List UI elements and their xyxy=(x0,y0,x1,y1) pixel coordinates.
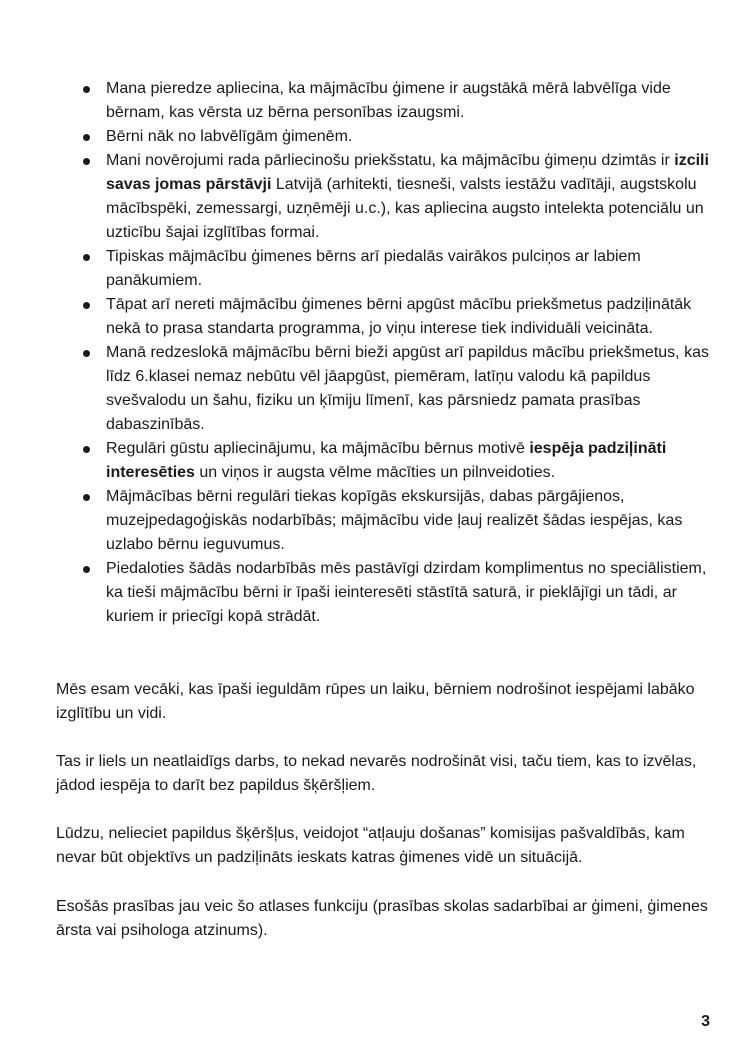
bullet-item xyxy=(80,149,720,245)
bullet-item xyxy=(80,437,720,485)
page-number: 3 xyxy=(701,1013,710,1030)
bullet-text: Tāpat arī nereti mājmācību ģimenes bērni apgūst mācību priekšmetus padziļinātāk nekā to prasa standarta programma, jo viņu interese tiek individuāli veicināta. xyxy=(106,296,692,337)
bullet-text: Manā redzeslokā mājmācību bērni bieži apgūst arī papildus mācību priekšmetus, kas līdz 6.klasei nemaz nebūtu vēl jāapgūst, piemēram, latīņu valodu kā papildus svešvalodu un šahu, fiziku un ķīmiju līmenī, kas pārsniedz pamata prasības dabaszinībās. xyxy=(106,344,709,433)
paragraph: Esošās prasības jau veic šo atlases funkciju (prasības skolas sadarbībai ar ģimeni, ģimenes ārsta vai psihologa atzinums). xyxy=(56,898,708,939)
bullet-text-bold: izcili savas jomas pārstāvji xyxy=(106,152,709,193)
bullet-item xyxy=(80,293,720,341)
bullet-text-pre: Regulāri gūstu apliecinājumu, ka mājmācību bērnus motivē xyxy=(106,440,530,457)
bullet-text-post: un viņos ir augsta vēlme mācīties un pilnveidoties. xyxy=(194,464,556,481)
bullet-text: Mana pieredze apliecina, ka mājmācību ģimene ir augstākā mērā labvēlīga vide bērnam, kas vērsta uz bērna personības izaugsmi. xyxy=(106,80,671,121)
paragraph: Tas ir liels un neatlaidīgs darbs, to nekad nevarēs nodrošināt visi, taču tiem, kas to izvēlas, jādod iespēja to darīt bez papildus šķēršļiem. xyxy=(56,753,697,794)
bullet-text-post: Latvijā (arhitekti, tiesneši, valsts iestāžu vadītāji, augstskolu mācībspēki, zemessargi, uzņēmēji u.c.), kas apliecina augsto intelekta potenciālu un uzticību šajai izglītības formai. xyxy=(106,176,704,241)
bullet-item xyxy=(80,341,720,437)
bullet-text: Bērni nāk no labvēlīgām ģimenēm. xyxy=(106,128,353,145)
bullet-item xyxy=(80,125,720,149)
paragraph: Lūdzu, nelieciet papildus šķēršļus, veidojot “atļauju došanas” komisijas pašvaldībās, kam nevar būt objektīvs un padziļināts ieskats katras ģimenes vidē un situācijā. xyxy=(56,825,685,866)
bullet-item xyxy=(80,557,720,629)
bullet-text: Tipiskas mājmācību ģimenes bērns arī piedalās vairākos pulciņos ar labiem panākumiem. xyxy=(106,248,641,289)
paragraph: Mēs esam vecāki, kas īpaši ieguldām rūpes un laiku, bērniem nodrošinot iespējami labāko izglītību un vidi. xyxy=(56,681,695,722)
bullet-text: Mājmācības bērni regulāri tiekas kopīgās ekskursijās, dabas pārgājienos, muzejpedagoģiskās nodarbībās; mājmācību vide ļauj realizēt šādas iespējas, kas uzlabo bērnu ieguvumus. xyxy=(106,488,683,553)
bullet-item xyxy=(80,485,720,557)
bullet-list xyxy=(80,77,720,629)
bullet-text-bold: iespēja padziļināti interesēties xyxy=(106,440,667,481)
bullet-text-pre: Mani novērojumi rada pārliecinošu priekšstatu, ka mājmācību ģimeņu dzimtās ir xyxy=(106,152,675,169)
bullet-text: Piedaloties šādās nodarbībās mēs pastāvīgi dzirdam komplimentus no speciālistiem, ka tieši mājmācību bērni ir īpaši ieinteresēti stāstītā saturā, ir pieklājīgi un tādi, ar kuriem ir priecīgi kopā strādāt. xyxy=(106,560,707,625)
bullet-item xyxy=(80,77,720,125)
bullet-item xyxy=(80,245,720,293)
